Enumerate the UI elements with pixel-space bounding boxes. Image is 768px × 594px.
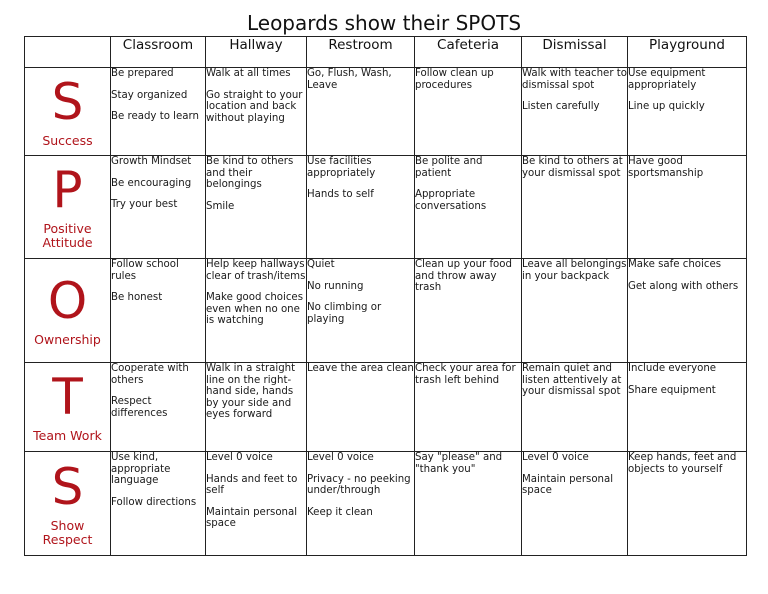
- expectation-item: Try your best: [111, 199, 178, 211]
- column-header-classroom: Classroom: [111, 37, 206, 68]
- spots-letter: P: [52, 161, 83, 219]
- table-cell: [206, 452, 307, 556]
- expectation-item: Share equipment: [628, 384, 716, 396]
- expectation-item: Follow clean up procedures: [415, 68, 494, 91]
- row-success: [25, 68, 747, 156]
- table-cell: [307, 259, 415, 363]
- expectation-item: Be polite and patient: [415, 156, 483, 179]
- expectation-item: Be prepared: [111, 68, 174, 79]
- table-cell: [628, 156, 747, 259]
- expectation-item: Leave all belongings in your backpack: [522, 259, 627, 282]
- table-cell: [111, 259, 206, 363]
- expectation-item: Walk with teacher to dismissal spot: [522, 68, 627, 91]
- spots-word: Show Respect: [42, 517, 93, 547]
- expectation-item: No running: [307, 280, 364, 292]
- table-cell: [307, 452, 415, 556]
- row-team-work: [25, 363, 747, 452]
- expectation-item: Help keep hallways clear of trash/items: [206, 259, 306, 282]
- header-row: [25, 37, 747, 68]
- spots-letter: S: [51, 72, 84, 131]
- table-cell: [522, 68, 628, 156]
- spots-word: Success: [42, 132, 93, 148]
- expectation-item: Include everyone: [628, 363, 717, 374]
- table-cell: [111, 68, 206, 156]
- table-cell: [415, 259, 522, 363]
- table-cell: [628, 68, 747, 156]
- expectation-item: Remain quiet and listen attentively at your dismissal spot: [522, 363, 622, 398]
- matrix-body: [25, 68, 747, 556]
- spots-word: Positive Attitude: [42, 221, 93, 250]
- expectation-item: Make safe choices: [628, 259, 722, 270]
- expectation-item: Walk at all times: [206, 68, 291, 79]
- table-cell: [415, 363, 522, 452]
- table-cell: [415, 452, 522, 556]
- expectation-item: Appropriate conversations: [415, 189, 487, 212]
- expectation-item: Leave the area clean: [307, 363, 414, 374]
- column-header-dismissal: Dismissal: [522, 37, 628, 68]
- expectation-item: Be ready to learn: [111, 111, 199, 123]
- letter-cell: [25, 363, 111, 452]
- table-cell: [628, 452, 747, 556]
- column-header-cafeteria: Cafeteria: [415, 37, 522, 68]
- expectation-item: Make good choices even when no one is watching: [206, 292, 304, 327]
- letter-cell: [25, 259, 111, 363]
- expectation-item: Level 0 voice: [522, 452, 589, 463]
- expectation-item: Hands to self: [307, 189, 374, 201]
- table-cell: [206, 156, 307, 259]
- table-cell: [522, 259, 628, 363]
- spots-letter: S: [51, 457, 84, 516]
- expectation-item: Be encouraging: [111, 177, 192, 189]
- table-cell: [307, 363, 415, 452]
- expectation-item: Keep it clean: [307, 506, 373, 518]
- table-cell: [522, 156, 628, 259]
- expectation-item: Use equipment appropriately: [628, 68, 706, 91]
- expectation-item: Level 0 voice: [307, 452, 374, 463]
- expectation-item: Cooperate with others: [111, 363, 189, 386]
- expectation-item: Maintain personal space: [522, 473, 614, 497]
- table-cell: [111, 156, 206, 259]
- table-cell: [111, 452, 206, 556]
- column-header-playground: Playground: [628, 37, 747, 68]
- row-positive-attitude: [25, 156, 747, 259]
- table-cell: [415, 156, 522, 259]
- expectation-item: Clean up your food and throw away trash: [415, 259, 512, 294]
- spots-letter: O: [47, 271, 88, 330]
- expectation-item: Line up quickly: [628, 101, 705, 113]
- expectation-item: Use kind, appropriate language: [111, 452, 171, 487]
- expectation-item: Say "please" and "thank you": [415, 452, 503, 475]
- expectation-item: Get along with others: [628, 280, 739, 292]
- table-cell: [628, 363, 747, 452]
- expectation-item: Growth Mindset: [111, 156, 192, 167]
- table-cell: [206, 259, 307, 363]
- expectation-item: Keep hands, feet and objects to yourself: [628, 452, 737, 475]
- expectation-item: Follow school rules: [111, 259, 179, 282]
- expectation-item: Follow directions: [111, 496, 197, 508]
- letter-cell: [25, 452, 111, 556]
- expectation-item: Walk in a straight line on the right-hand side, hands by your side and eyes forward: [206, 363, 296, 421]
- table-cell: [206, 68, 307, 156]
- expectation-item: Go straight to your location and back without playing: [206, 89, 303, 124]
- table-cell: [307, 68, 415, 156]
- expectation-item: Go, Flush, Wash, Leave: [307, 68, 392, 91]
- expectation-item: Hands and feet to self: [206, 473, 298, 497]
- table-cell: [522, 452, 628, 556]
- expectation-item: Smile: [206, 200, 235, 212]
- table-cell: [206, 363, 307, 452]
- letter-cell: [25, 68, 111, 156]
- expectation-item: Be kind to others and their belongings: [206, 156, 294, 191]
- expectation-item: Stay organized: [111, 89, 188, 101]
- expectation-item: Have good sportsmanship: [628, 156, 704, 179]
- table-cell: [307, 156, 415, 259]
- expectation-item: Privacy - no peeking under/through: [307, 473, 411, 497]
- expectation-item: Be honest: [111, 292, 163, 304]
- table-cell: [628, 259, 747, 363]
- corner-cell: [25, 37, 111, 68]
- table-cell: [415, 68, 522, 156]
- page-title: Leopards show their SPOTS: [246, 11, 522, 35]
- expectation-item: Maintain personal space: [206, 506, 298, 530]
- column-header-hallway: Hallway: [206, 37, 307, 68]
- expectation-item: Level 0 voice: [206, 452, 273, 463]
- spots-word: Ownership: [34, 331, 101, 347]
- row-show-respect: [25, 452, 747, 556]
- letter-cell: [25, 156, 111, 259]
- spots-word: Team Work: [33, 428, 102, 443]
- expectation-item: No climbing or playing: [307, 302, 382, 325]
- table-cell: [111, 363, 206, 452]
- expectation-item: Listen carefully: [522, 101, 600, 113]
- expectation-item: Quiet: [307, 259, 335, 270]
- row-ownership: [25, 259, 747, 363]
- expectation-item: Respect differences: [111, 396, 168, 419]
- spots-letter: T: [52, 368, 83, 426]
- expectation-item: Check your area for trash left behind: [415, 363, 516, 386]
- spots-matrix-table: [24, 36, 747, 556]
- column-header-restroom: Restroom: [307, 37, 415, 68]
- expectation-item: Be kind to others at your dismissal spot: [522, 156, 623, 179]
- expectation-item: Use facilities appropriately: [307, 156, 376, 179]
- table-cell: [522, 363, 628, 452]
